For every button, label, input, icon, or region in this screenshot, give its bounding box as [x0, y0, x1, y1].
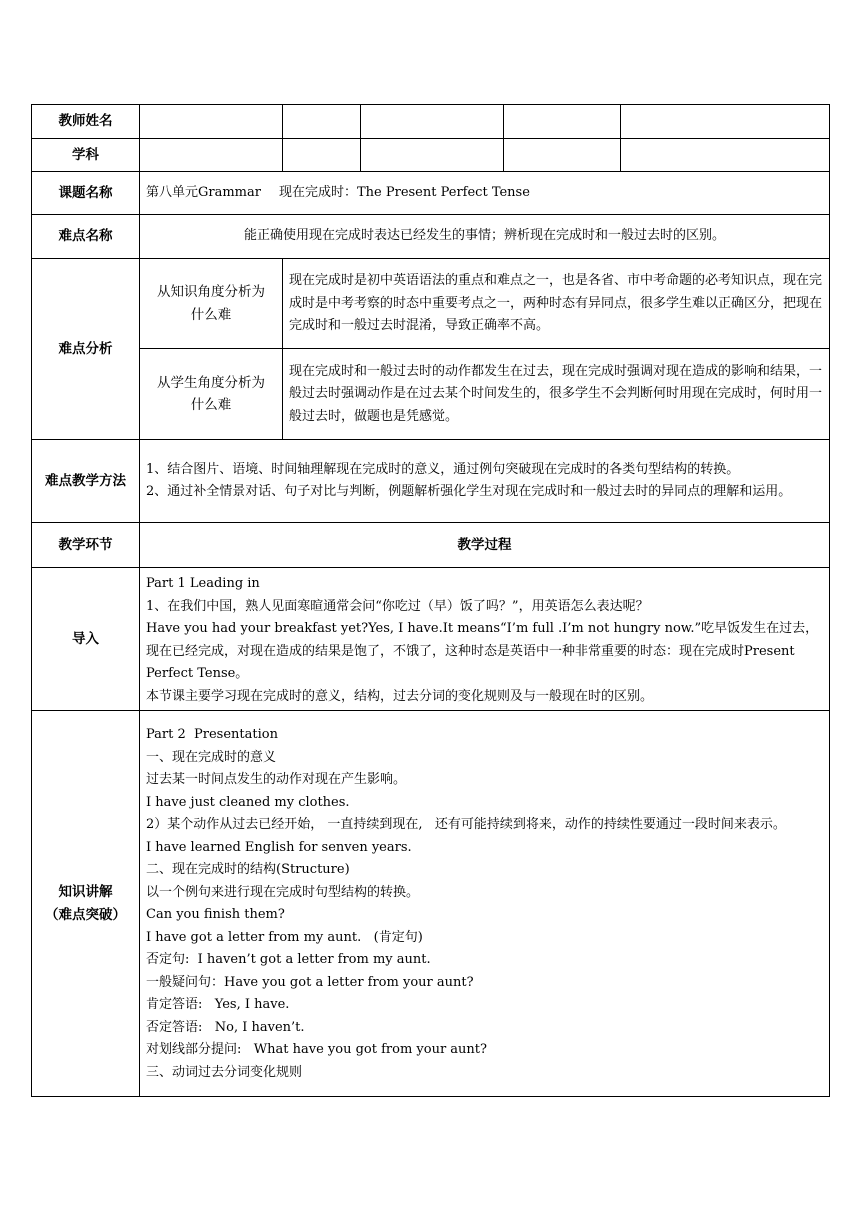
intro-line-1: 1、在我们中国，熟人见面寒暄通常会问“你吃过（早）饭了吗？”，用英语怎么表达呢？ [146, 598, 649, 614]
student-angle-label [140, 349, 283, 440]
knowledge-angle-label [140, 259, 283, 349]
knowledge-angle-label-line1: 从知识角度分析为 [157, 284, 265, 300]
subject-cell-5 [621, 139, 830, 172]
knowledge-line: I have just cleaned my clothes. [146, 794, 350, 810]
method-line-2: 2、通过补全情景对话、句子对比与判断，例题解析强化学生对现在完成时和一般过去时的异同点的理解和运用。 [146, 484, 792, 499]
knowledge-line: 2）某个动作从过去已经开始， 一直持续到现在, 还有可能持续到将来，动作的持续性要通过一段时间来表示。 [146, 817, 786, 832]
course-row [32, 172, 830, 215]
intro-line-3: 本节课主要学习现在完成时的意义，结构，过去分词的变化规则及与一般现在时的区别。 [146, 688, 654, 704]
course-title-label: 课题名称 [32, 172, 140, 215]
knowledge-angle-text: 现在完成时是初中英语语法的重点和难点之一，也是各省、市中考命题的必考知识点，现在完成时是中考考察的时态中重要考点之一，两种时态有异同点，很多学生难以正确区分，把现在完成时和一般过去时混淆，导致正确率不高。 [283, 259, 830, 349]
knowledge-angle-label-line2: 什么难 [190, 306, 232, 323]
knowledge-line: 过去某一时间点发生的动作对现在产生影响。 [146, 772, 407, 787]
teaching-process-label: 教学过程 [140, 523, 830, 568]
teacher-name-label: 教师姓名 [32, 105, 140, 139]
teacher-name-cell-5 [621, 105, 830, 139]
knowledge-line: 二、现在完成时的结构(Structure) [146, 862, 350, 877]
knowledge-line: Part 2 Presentation [146, 727, 278, 742]
method-text [140, 440, 830, 523]
analysis-label: 难点分析 [32, 259, 140, 440]
knowledge-line: Can you finish them? [146, 907, 285, 922]
method-label: 难点教学方法 [32, 440, 140, 523]
analysis-knowledge-row [32, 259, 830, 349]
subject-cell-1 [140, 139, 283, 172]
subject-label: 学科 [32, 139, 140, 172]
knowledge-line: 一、现在完成时的意义 [146, 749, 277, 765]
stage-header-row [32, 523, 830, 568]
teaching-stage-label: 教学环节 [32, 523, 140, 568]
method-row [32, 440, 830, 523]
student-angle-label-line1: 从学生角度分析为 [157, 374, 265, 391]
knowledge-label-line1: 知识讲解 [58, 884, 113, 900]
knowledge-line: 否定答语: No, I haven’t. [146, 1019, 305, 1035]
intro-row [32, 568, 830, 711]
knowledge-content [140, 711, 830, 1097]
knowledge-label [32, 711, 140, 1097]
knowledge-line: 对划线部分提问: What have you got from your aunt? [146, 1042, 487, 1057]
course-unit: 第八单元Grammar [146, 184, 261, 200]
lesson-plan-table [31, 104, 830, 1097]
subject-cell-3 [361, 139, 504, 172]
teacher-row [32, 105, 830, 139]
difficulty-row [32, 215, 830, 259]
subject-cell-4 [504, 139, 621, 172]
knowledge-line: 三、动词过去分词变化规则 [146, 1064, 303, 1080]
course-topic: 现在完成时：The Present Perfect Tense [278, 184, 530, 200]
subject-row [32, 139, 830, 172]
knowledge-line: I have got a letter from my aunt. (肯定句) [146, 929, 423, 945]
knowledge-label-line2: （难点突破） [45, 906, 126, 923]
intro-content [140, 568, 830, 711]
teacher-name-cell-4 [504, 105, 621, 139]
teacher-name-cell-3 [361, 105, 504, 139]
knowledge-line: 一般疑问句：Have you got a letter from your aunt? [146, 974, 474, 990]
method-line-1: 1、结合图片、语境、时间轴理解现在完成时的意义，通过例句突破现在完成时的各类句型结构的转换。 [146, 461, 740, 477]
subject-cell-2 [283, 139, 361, 172]
difficulty-label: 难点名称 [32, 215, 140, 259]
knowledge-line: 以一个例句来进行现在完成时句型结构的转换。 [146, 884, 420, 900]
student-angle-text: 现在完成时和一般过去时的动作都发生在过去，现在完成时强调对现在造成的影响和结果，一般过去时强调动作是在过去某个时间发生的，很多学生不会判断何时用现在完成时，何时用一般过去时，做题也是凭感觉。 [283, 349, 830, 440]
student-angle-label-line2: 什么难 [190, 397, 232, 413]
intro-label: 导入 [32, 568, 140, 711]
course-title-value [140, 172, 830, 215]
difficulty-text: 能正确使用现在完成时表达已经发生的事情；辨析现在完成时和一般过去时的区别。 [140, 215, 830, 259]
knowledge-line: 肯定答语: Yes, I have. [146, 997, 290, 1012]
teacher-name-cell-2 [283, 105, 361, 139]
intro-part-title: Part 1 Leading in [146, 576, 260, 591]
knowledge-line: 否定句: I haven’t got a letter from my aunt. [146, 952, 431, 967]
intro-line-2: Have you had your breakfast yet?Yes, I have.It means“I’m full .I’m not hungry now.”吃早饭发生在过去，现在已经完成，对现在造成的结果是饱了，不饿了，这种时态是英语中一种非常重要的时态：现在完成时Present Perfect Tense。 [146, 621, 819, 681]
teacher-name-cell-1 [140, 105, 283, 139]
analysis-student-row [32, 349, 830, 440]
knowledge-row [32, 711, 830, 1097]
knowledge-line: I have learned English for senven years. [146, 839, 412, 855]
